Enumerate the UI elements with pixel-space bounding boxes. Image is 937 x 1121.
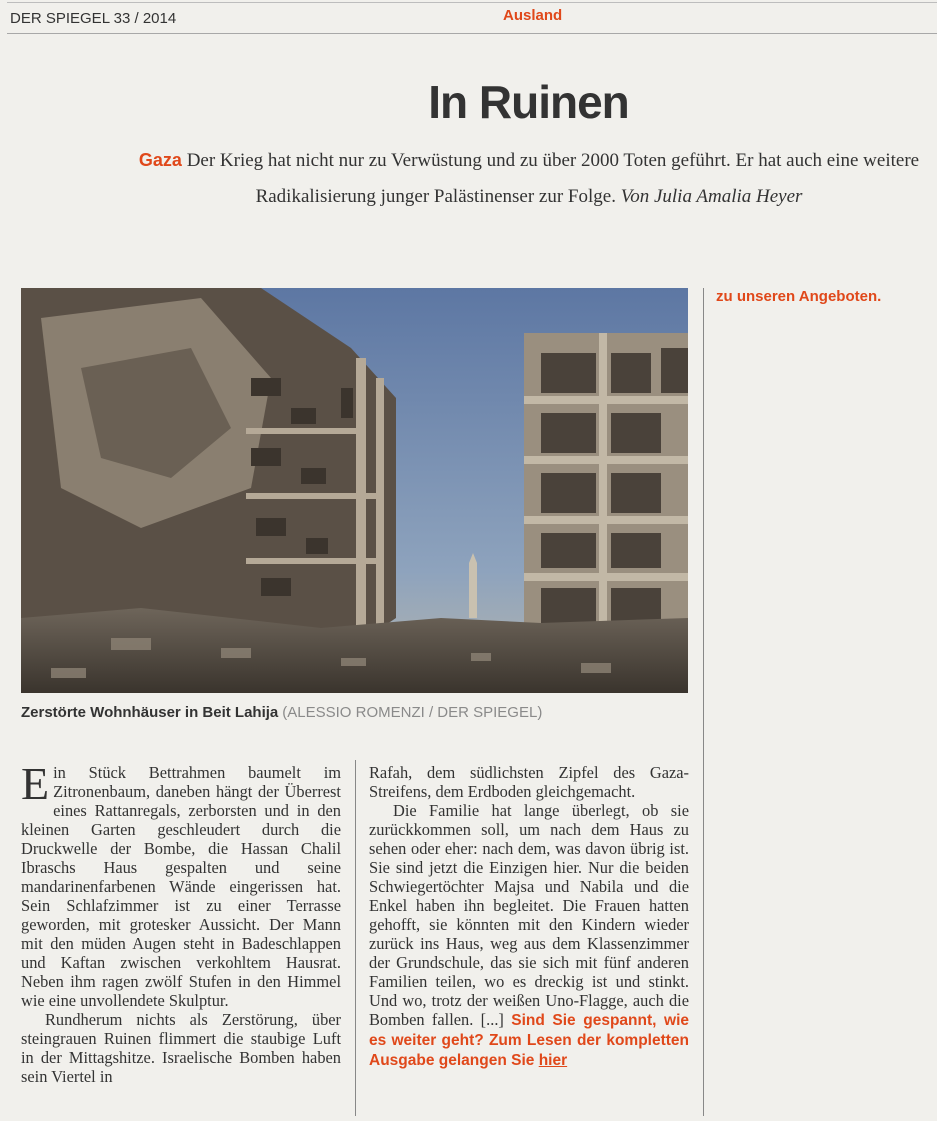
article-title: In Ruinen (428, 76, 629, 128)
kicker: Gaza (138, 150, 182, 170)
paragraph-2-continued: Rafah, dem südlichsten Zipfel des Gaza-Streifens, dem Erdboden gleichgemacht. (369, 763, 689, 801)
sidebar-divider (703, 288, 704, 1116)
paragraph-1: Ein Stück Bettrahmen baumelt im Zitronenbaum, daneben hängt der Überrest eines Rattanregals, zerborsten und in den kleinen Garten geschleudert durch die Druckwelle der Bombe, die Hassan Chalil Ibraschs Haus gespalten und seine mandarinenfarbenen Wände eingerissen hat. Sein Schlafzimmer ist zu einer Terrasse geworden, mit grotesker Aussicht. Der Mann mit den müden Augen steht in Badeschlappen und Kaftan zwischen verkohltem Hausrat. Neben ihm ragen zwölf Stufen in den Himmel wie eine unvollendete Skulptur. (21, 758, 341, 1010)
author: Von Julia Amalia Heyer (620, 186, 803, 207)
read-more-prompt: Sind Sie gespannt, wie es weiter geht? Zum Lesen der kompletten Ausgabe gelangen Sie hier (369, 1012, 690, 1069)
photo-caption (21, 704, 701, 721)
column-divider (355, 760, 356, 1116)
read-more-link[interactable]: hier (538, 1052, 568, 1069)
header-bar (7, 2, 937, 34)
ruins-photo-illustration (21, 288, 688, 693)
lead-text: Der Krieg hat nicht nur zu Verwüstung und zu über 2000 Toten geführt. Er hat auch eine weitere Radikalisierung junger Palästinenser zur Folge. (186, 150, 920, 207)
caption-text: Zerstörte Wohnhäuser in Beit Lahija (21, 704, 279, 721)
article-column-2 (369, 763, 689, 1070)
offers-link[interactable]: zu unseren Angeboten. (716, 288, 882, 305)
article-lead (133, 142, 925, 215)
article-column-1 (21, 758, 341, 1086)
photo-credit: (ALESSIO ROMENZI / DER SPIEGEL) (282, 704, 543, 721)
issue-label: DER SPIEGEL 33 / 2014 (10, 10, 177, 27)
section-label[interactable]: Ausland (503, 7, 563, 24)
drop-cap: E (21, 758, 50, 809)
article-photo (21, 288, 688, 693)
paragraph-3: Die Familie hat lange überlegt, ob sie zurückkommen soll, um nach dem Haus zu sehen oder eher: nach dem, was davon übrig ist. Sie sind jetzt die Einzigen hier. Nur die beiden Schwiegertöchter Majsa und Nabila und die Enkel haben ihn begleitet. Die Frauen hatten gehofft, sie könnten mit den Kindern wieder zurück ins Haus, weg aus dem Klassenzimmer der Grundschule, das sie sich mit fünf anderen Familien teilen, wo es dreckig ist und stinkt. Und wo, trotz der weißen Uno-Flagge, auch die Bomben fallen. [...] Sind Sie gespannt, wie es weiter geht? Zum Lesen der kompletten Ausgabe gelangen Sie hier (369, 801, 690, 1069)
paragraph-2: Rundherum nichts als Zerstörung, über steingrauen Ruinen flimmert die staubige Luft in der Mittagshitze. Israelische Bomben haben sein Viertel in (21, 1010, 341, 1086)
